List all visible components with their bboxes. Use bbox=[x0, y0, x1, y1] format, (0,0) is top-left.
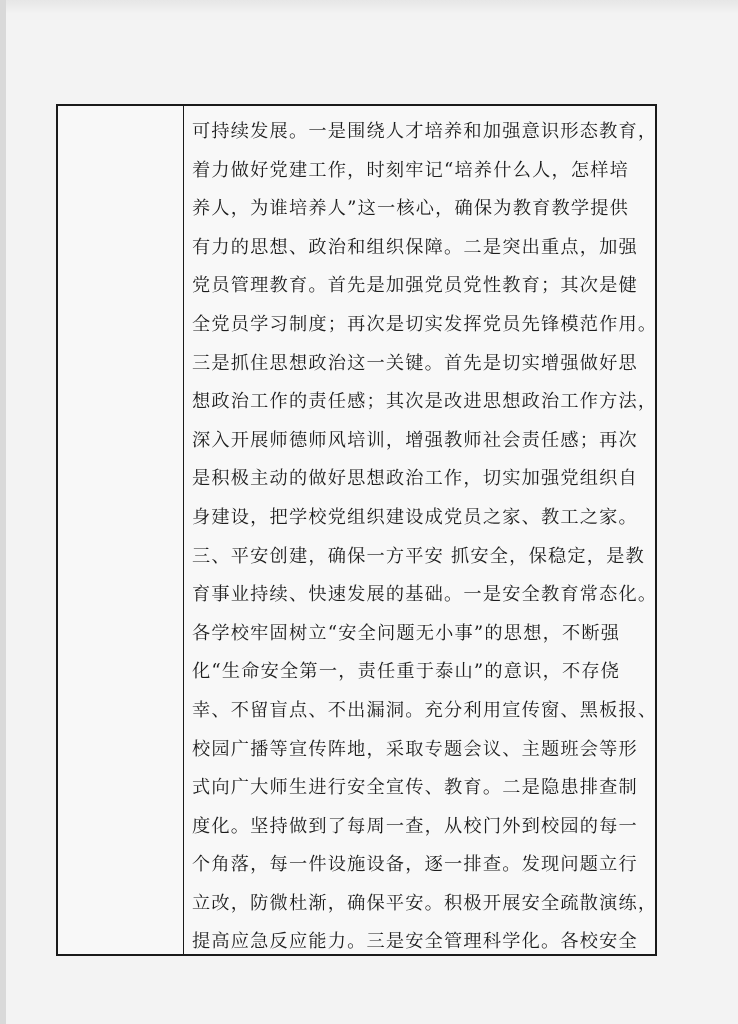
text-line: 是积极主动的做好思想政治工作，切实加强党组织自 bbox=[192, 468, 638, 490]
scan-top-shade bbox=[0, 0, 738, 14]
text-line: 度化。坚持做到了每周一查，从校门外到校园的每一 bbox=[192, 815, 638, 837]
form-table bbox=[56, 104, 657, 956]
text-line: 深入开展师德师风培训，增强教师社会责任感；再次 bbox=[192, 429, 638, 451]
text-line: 育事业持续、快速发展的基础。一是安全教育常态化。 bbox=[192, 584, 658, 606]
text-line: 想政治工作的责任感；其次是改进思想政治工作方法， bbox=[192, 391, 658, 413]
text-line: 着力做好党建工作，时刻牢记“培养什么人，怎样培 bbox=[192, 159, 630, 181]
text-line: 个角落，每一件设施设备，逐一排查。发现问题立行 bbox=[192, 854, 638, 876]
text-line: 党员管理教育。首先是加强党员党性教育；其次是健 bbox=[192, 275, 638, 297]
text-line: 化“生命安全第一，责任重于泰山”的意识，不存侥 bbox=[192, 661, 621, 683]
text-line: 可持续发展。一是围绕人才培养和加强意识形态教育， bbox=[192, 121, 658, 142]
text-line: 校园广播等宣传阵地，采取专题会议、主题班会等形 bbox=[192, 738, 638, 760]
text-line: 幸、不留盲点、不出漏洞。充分利用宣传窗、黑板报、 bbox=[192, 699, 658, 721]
text-line: 全党员学习制度；再次是切实发挥党员先锋模范作用。 bbox=[192, 313, 658, 335]
table-content-cell bbox=[186, 106, 658, 954]
text-line: 提高应急反应能力。三是安全管理科学化。各校安全 bbox=[192, 931, 638, 953]
text-line: 各学校牢固树立“安全问题无小事”的思想，不断强 bbox=[192, 622, 621, 644]
text-line: 身建设，把学校党组织建设成党员之家、教工之家。 bbox=[192, 506, 638, 528]
scan-left-edge bbox=[0, 0, 6, 1024]
table-label-cell bbox=[58, 106, 184, 954]
text-line: 式向广大师生进行安全宣传、教育。二是隐患排查制 bbox=[192, 777, 638, 799]
text-line: 立改，防微杜渐，确保平安。积极开展安全疏散演练， bbox=[192, 892, 658, 914]
text-line: 三是抓住思想政治这一关键。首先是切实增强做好思 bbox=[192, 352, 638, 374]
body-paragraph bbox=[186, 106, 658, 962]
text-line: 三、平安创建，确保一方平安 抓安全，保稳定，是教 bbox=[192, 545, 645, 567]
text-line: 有力的思想、政治和组织保障。二是突出重点，加强 bbox=[192, 236, 638, 258]
text-line: 养人，为谁培养人”这一核心，确保为教育教学提供 bbox=[192, 198, 630, 220]
